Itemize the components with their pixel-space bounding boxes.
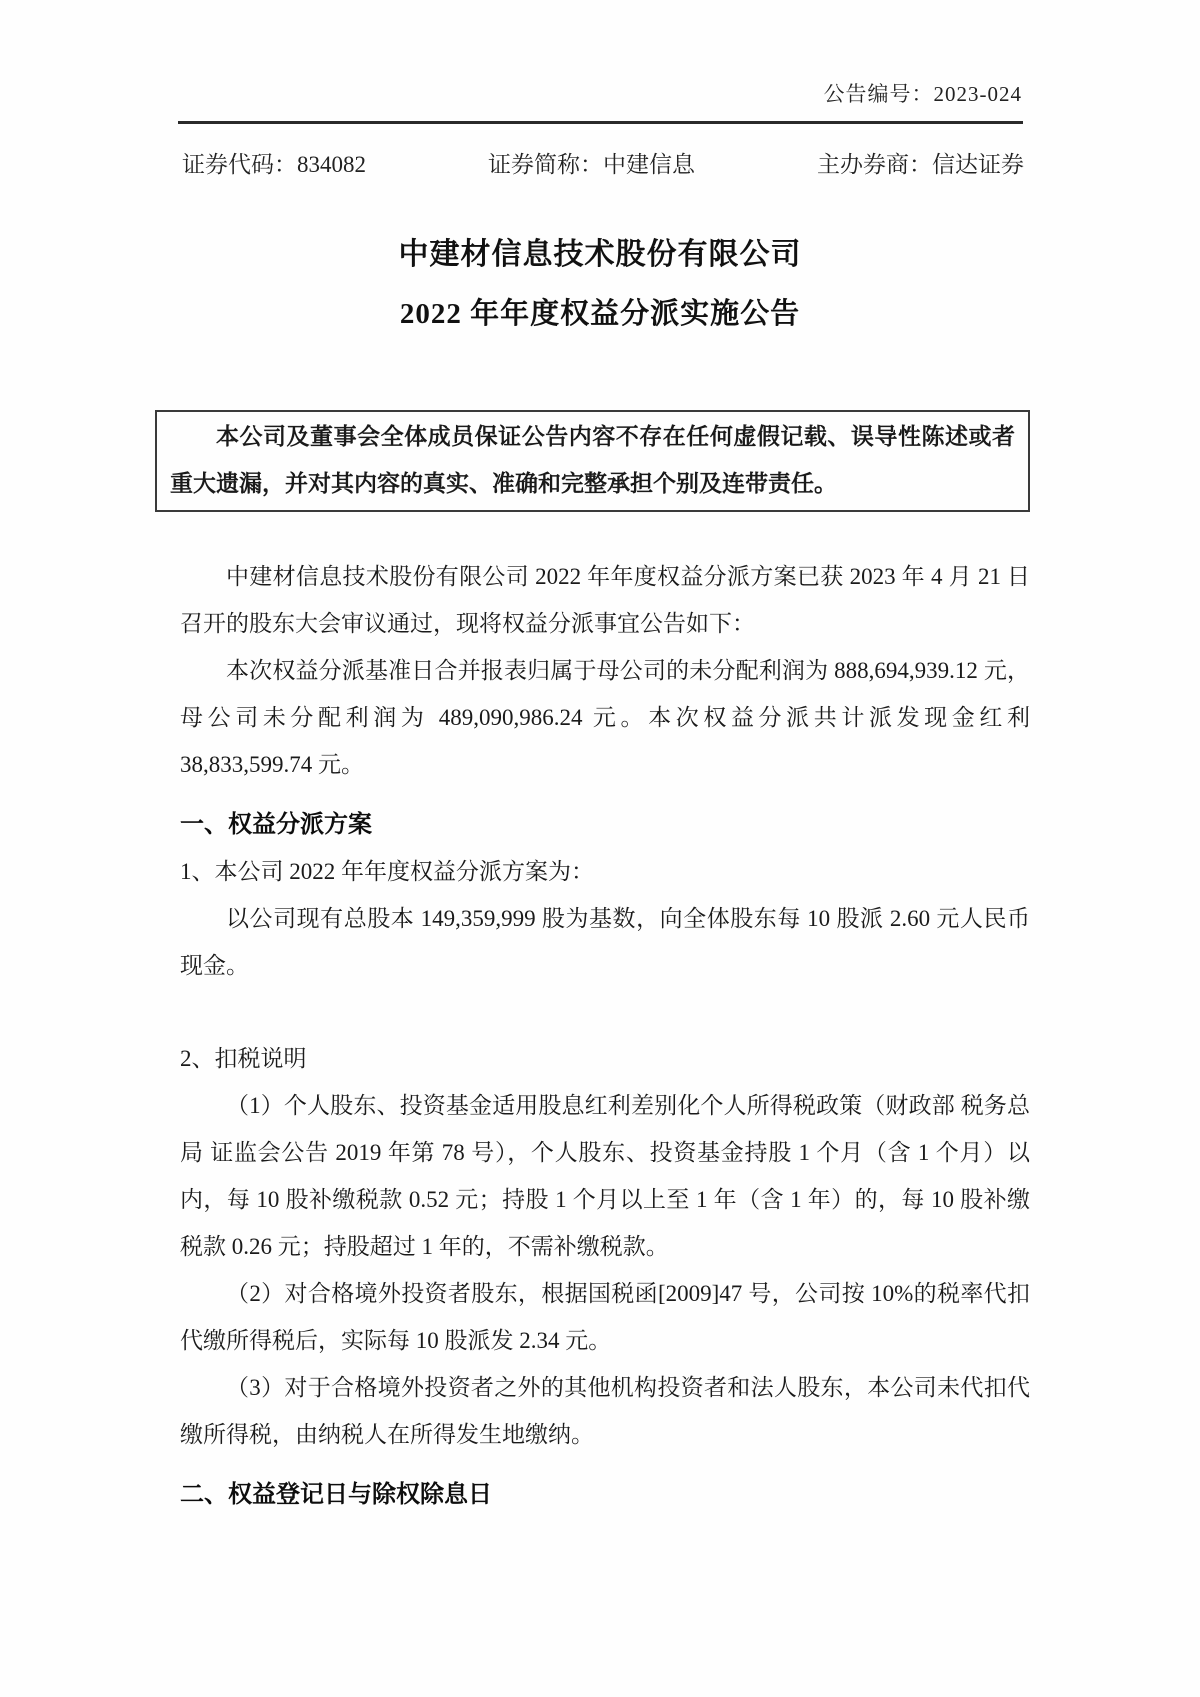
section-heading: 一、权益分派方案 [180, 811, 372, 838]
disclaimer-text: 本公司及董事会全体成员保证公告内容不存在任何虚假记载、误导性陈述或者重大遗漏，并对其内容的真实、准确和完整承担个别及连带责任。 [170, 424, 1015, 496]
document-body [180, 553, 1030, 1518]
doc-title-block [0, 236, 1200, 332]
paragraph: 中建材信息技术股份有限公司 2022 年年度权益分派方案已获 2023 年 4 月 21 日召开的股东大会审议通过，现将权益分派事宜公告如下： [180, 564, 1031, 636]
disclaimer-box [155, 410, 1030, 512]
paragraph: （2）对合格境外投资者股东，根据国税函[2009]47 号，公司按 10%的税率代扣代缴所得税后，实际每 10 股派发 2.34 元。 [180, 1281, 1030, 1353]
paragraph: （3）对于合格境外投资者之外的其他机构投资者和法人股东，本公司未代扣代缴所得税，由纳税人在所得发生地缴纳。 [180, 1375, 1030, 1447]
stock-code: 证券代码：834082 [182, 152, 366, 177]
doc-subtitle: 2022 年年度权益分派实施公告 [399, 298, 801, 330]
stock-abbr: 证券简称：中建信息 [488, 152, 695, 177]
header-rule [178, 121, 1023, 124]
securities-header-row [182, 146, 1024, 179]
sponsor-broker: 主办券商：信达证券 [817, 152, 1024, 177]
paragraph: 1、本公司 2022 年年度权益分派方案为： [180, 859, 594, 884]
doc-title: 中建材信息技术股份有限公司 [398, 238, 802, 271]
doc-number: 公告编号：2023-024 [823, 82, 1022, 106]
paragraph: 本次权益分派基准日合并报表归属于母公司的未分配利润为 888,694,939.12 元，母公司未分配利润为 489,090,986.24 元。本次权益分派共计派发现金红利 38,833,599.74 元。 [180, 658, 1030, 777]
paragraph: 2、扣税说明 [180, 1046, 307, 1071]
paragraph: 以公司现有总股本 149,359,999 股为基数，向全体股东每 10 股派 2.60 元人民币现金。 [180, 906, 1030, 978]
paragraph: （1）个人股东、投资基金适用股息红利差别化个人所得税政策（财政部 税务总局 证监会公告 2019 年第 78 号），个人股东、投资基金持股 1 个月（含 1 个月）以内，每 10 股补缴税款 0.52 元；持股 1 个月以上至 1 年（含 1 年）的，每 10 股补缴税款 0.26 元；持股超过 1 年的，不需补缴税款。 [180, 1093, 1030, 1259]
spacer [180, 989, 1030, 1035]
section-heading: 二、权益登记日与除权除息日 [180, 1481, 492, 1508]
